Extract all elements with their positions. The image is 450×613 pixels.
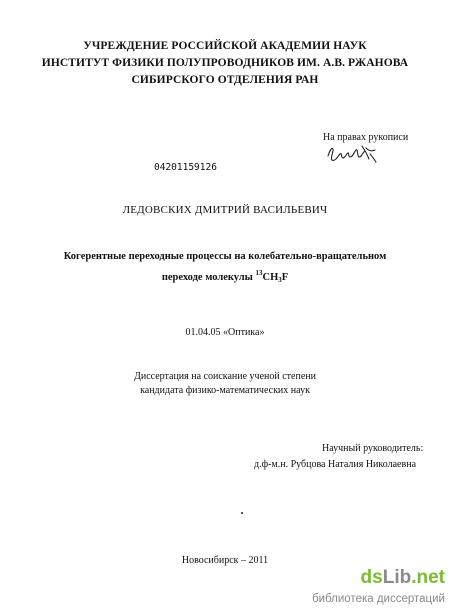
dissertation-title-line-2 <box>0 269 450 284</box>
watermark-brand-part-1: ds <box>360 567 383 588</box>
formula-f: F <box>281 272 289 283</box>
formula-subscript: 3 <box>278 276 282 284</box>
manuscript-rights: На правах рукописи <box>323 132 409 143</box>
author-name: ЛЕДОВСКИХ ДМИТРИЙ ВАСИЛЬЕВИЧ <box>122 204 328 216</box>
watermark-brand-part-2: Lib <box>382 567 412 588</box>
isotope-superscript: 13 <box>255 269 263 277</box>
supervisor-label: Научный руководитель: <box>322 443 424 454</box>
degree-line-2: кандидата физико-математических наук <box>140 385 310 396</box>
institution-line-1: УЧРЕЖДЕНИЕ РОССИЙСКОЙ АКАДЕМИИ НАУК <box>83 40 367 52</box>
formula-ch: CH <box>262 272 279 283</box>
place-and-year: Новосибирск – 2011 <box>181 555 269 566</box>
title-prefix: переходе молекулы <box>161 272 256 283</box>
watermark-logo <box>312 567 447 611</box>
page-speck <box>241 512 243 514</box>
institution-line-2: ИНСТИТУТ ФИЗИКИ ПОЛУПРОВОДНИКОВ ИМ. А.В. РЖАНОВА <box>41 57 409 69</box>
watermark-brand-part-3: .net <box>411 567 445 588</box>
signature-image <box>326 140 378 166</box>
watermark-subtitle: библиотека диссертаций <box>312 593 445 605</box>
watermark-brand <box>361 567 445 589</box>
dissertation-title-line-1: Когерентные переходные процессы на колебательно-вращательном <box>63 251 387 262</box>
supervisor-name: д.ф-м.н. Рубцова Наталия Николаевна <box>254 459 417 470</box>
document-number: 04201159126 <box>154 162 217 173</box>
specialty-code: 01.04.05 «Оптика» <box>185 327 265 338</box>
institution-line-3: СИБИРСКОГО ОТДЕЛЕНИЯ РАН <box>131 74 319 86</box>
degree-line-1: Диссертация на соискание ученой степени <box>134 371 316 382</box>
